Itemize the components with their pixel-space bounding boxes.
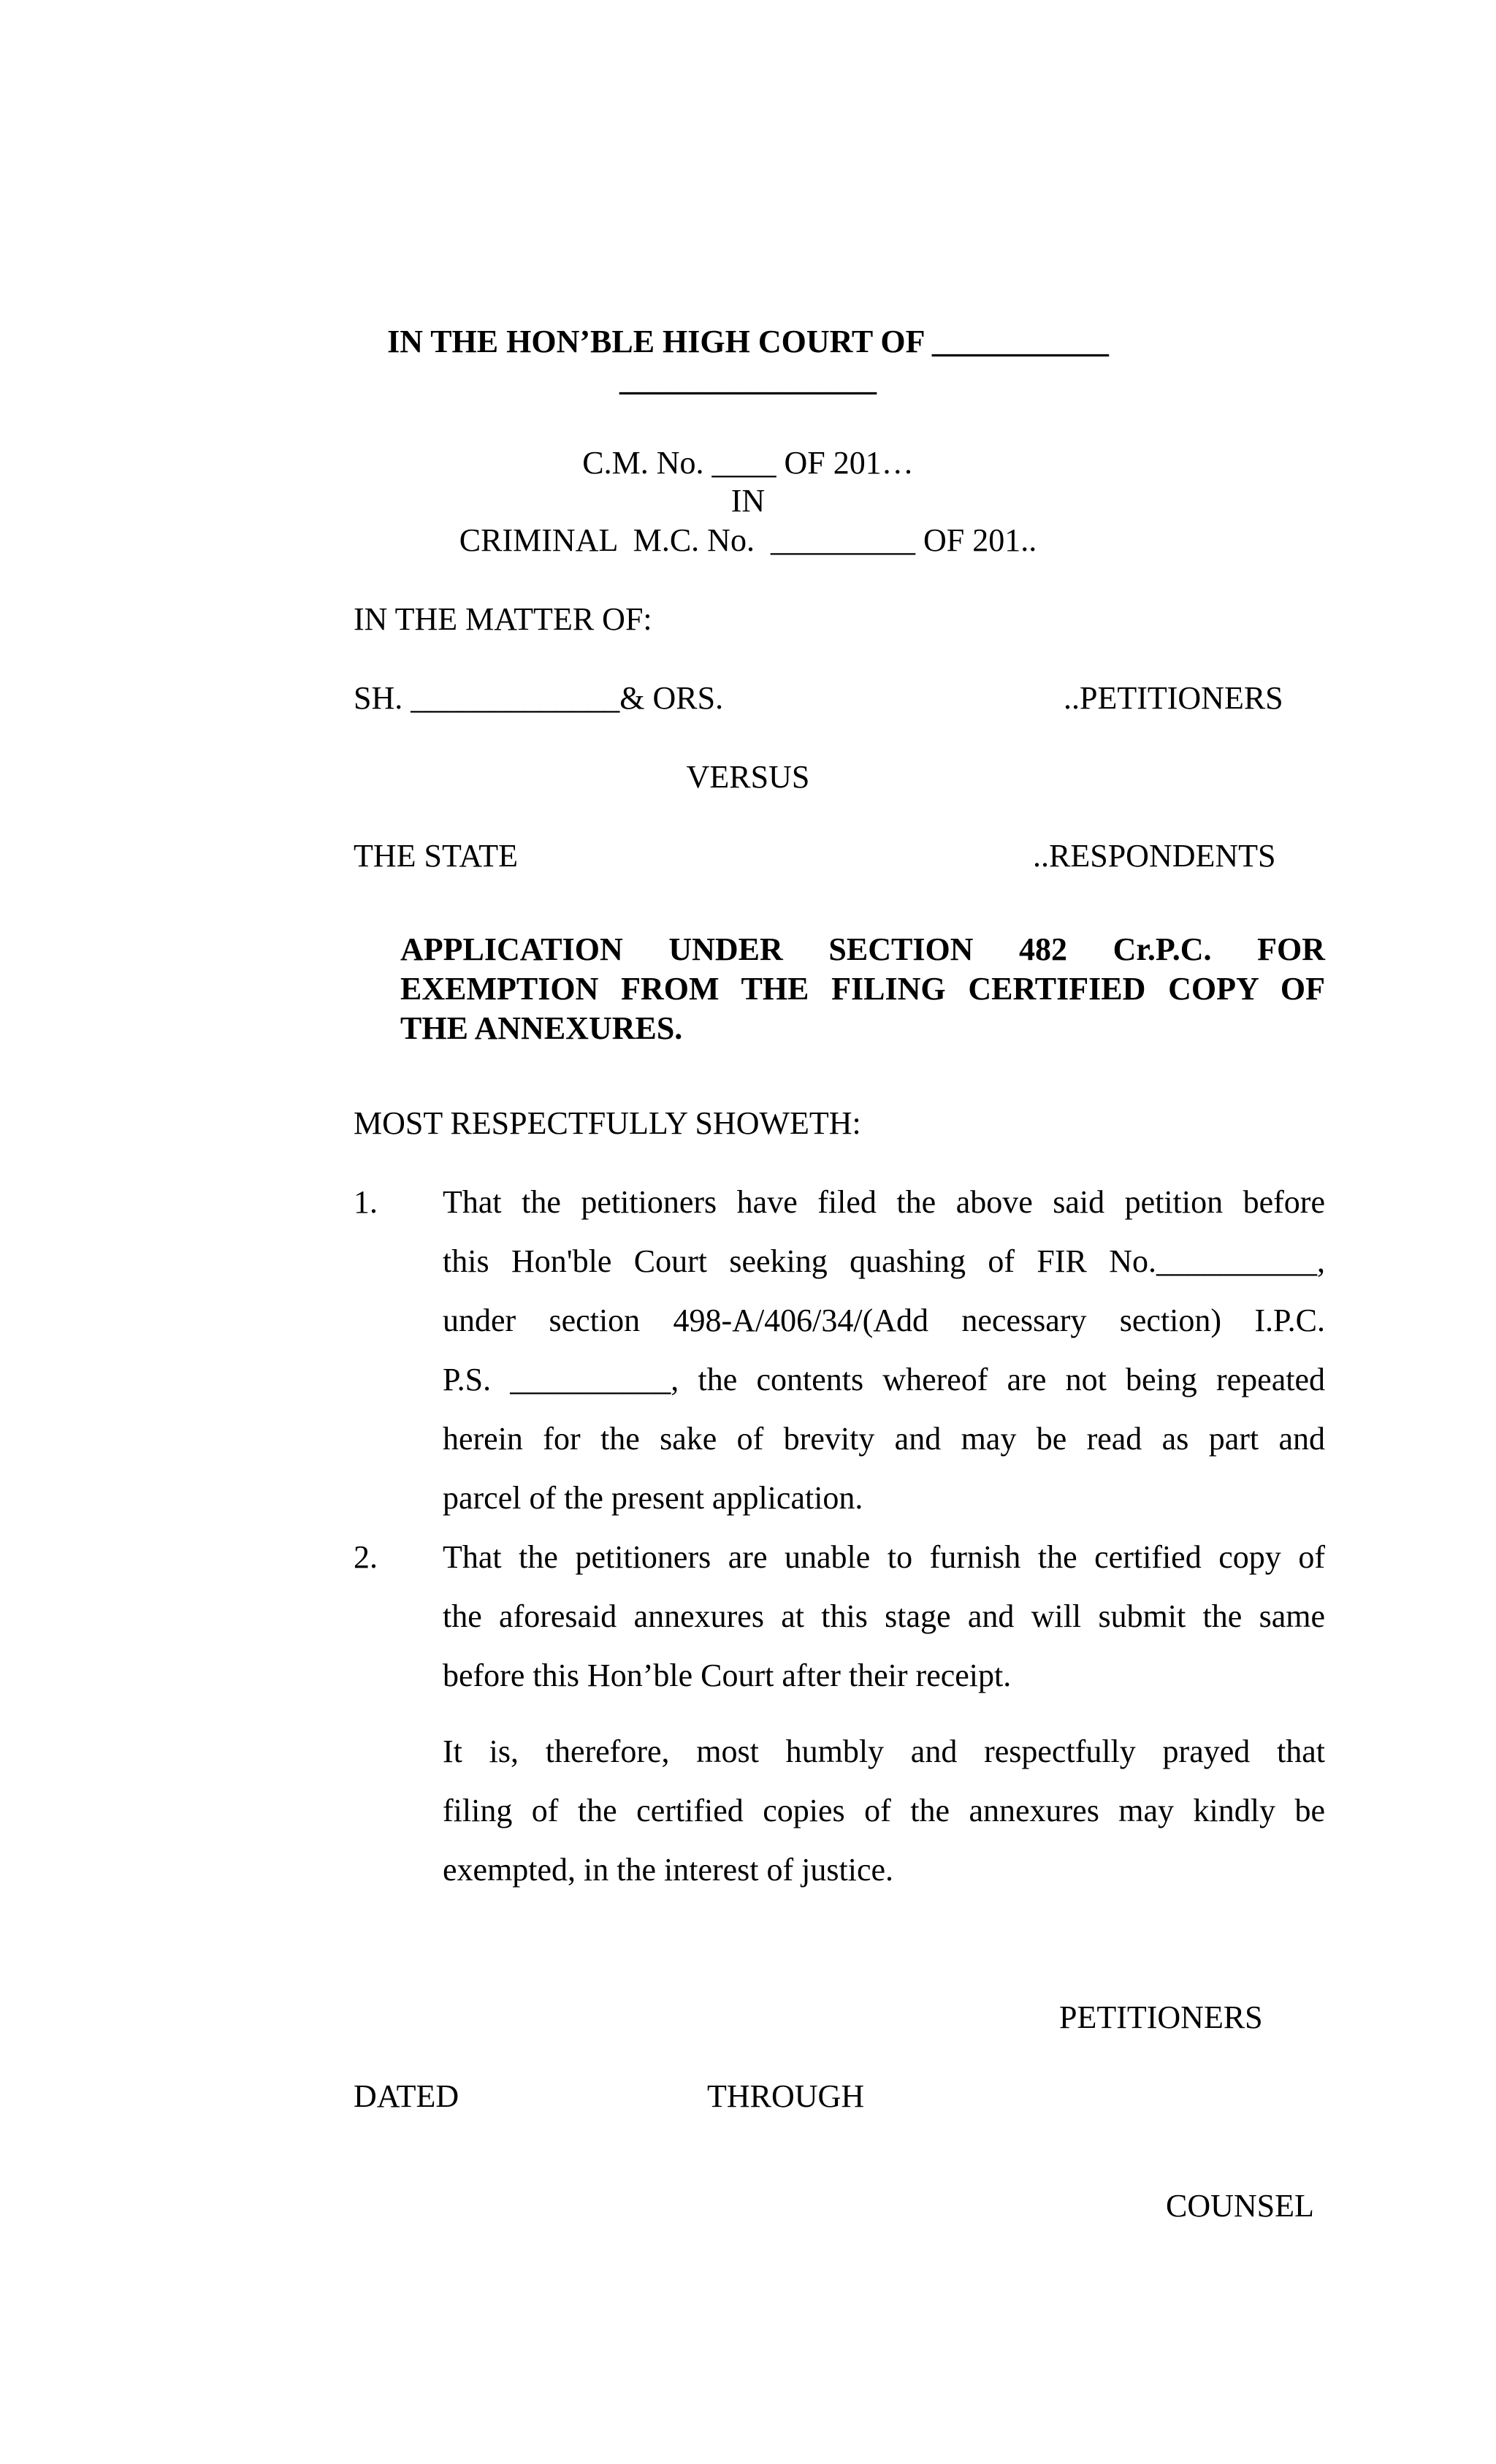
sign-petitioners: PETITIONERS [1059, 1999, 1263, 2035]
paragraph-line: the aforesaid annexures at this stage and will submit the same [443, 1598, 1325, 1634]
court-heading-line2: ________________ [619, 362, 877, 397]
respondent-name: THE STATE [354, 838, 519, 874]
cm-number-line: C.M. No. ____ OF 201… [582, 445, 914, 481]
court-heading-line1: IN THE HON’BLE HIGH COURT OF ___________ [387, 324, 1109, 359]
paragraph-line: herein for the sake of brevity and may be read as part and [443, 1421, 1325, 1457]
paragraph-line: That the petitioners have filed the above said petition before [443, 1184, 1325, 1220]
through-label: THROUGH [707, 2078, 865, 2114]
application-title-line1: APPLICATION UNDER SECTION 482 Cr.P.C. FOR [400, 931, 1325, 967]
paragraph-number: 2. [354, 1539, 378, 1575]
paragraph-line: parcel of the present application. [443, 1480, 863, 1516]
petitioner-name: SH. _____________& ORS. [354, 680, 724, 716]
paragraph-line: P.S. __________, the contents whereof are not being repeated [443, 1362, 1325, 1397]
prayer-line: It is, therefore, most humbly and respectfully prayed that [443, 1733, 1325, 1769]
prayer-line: exempted, in the interest of justice. [443, 1852, 894, 1888]
paragraph-line: That the petitioners are unable to furnish the certified copy of [443, 1539, 1325, 1575]
respondent-role: ..RESPONDENTS [1033, 838, 1276, 874]
salutation: MOST RESPECTFULLY SHOWETH: [354, 1105, 861, 1141]
in-line: IN [730, 483, 766, 519]
paragraph-line: before this Hon’ble Court after their receipt. [443, 1658, 1012, 1693]
paragraph-number: 1. [354, 1184, 378, 1220]
paragraph-line: this Hon'ble Court seeking quashing of FIR No.__________, [443, 1243, 1325, 1279]
paragraph-line: under section 498-A/406/34/(Add necessary section) I.P.C. [443, 1302, 1325, 1338]
application-title-line3: THE ANNEXURES. [400, 1010, 683, 1046]
petitioner-role: ..PETITIONERS [1064, 680, 1283, 716]
versus-label: VERSUS [686, 759, 810, 795]
criminal-mc-number-line: CRIMINAL M.C. No. _________ OF 201.. [459, 522, 1037, 558]
application-title-line2: EXEMPTION FROM THE FILING CERTIFIED COPY OF [400, 971, 1325, 1007]
prayer-line: filing of the certified copies of the annexures may kindly be [443, 1793, 1325, 1828]
counsel-label: COUNSEL [1166, 2188, 1314, 2224]
dated-label: DATED [354, 2078, 459, 2114]
in-the-matter-of: IN THE MATTER OF: [354, 601, 652, 637]
